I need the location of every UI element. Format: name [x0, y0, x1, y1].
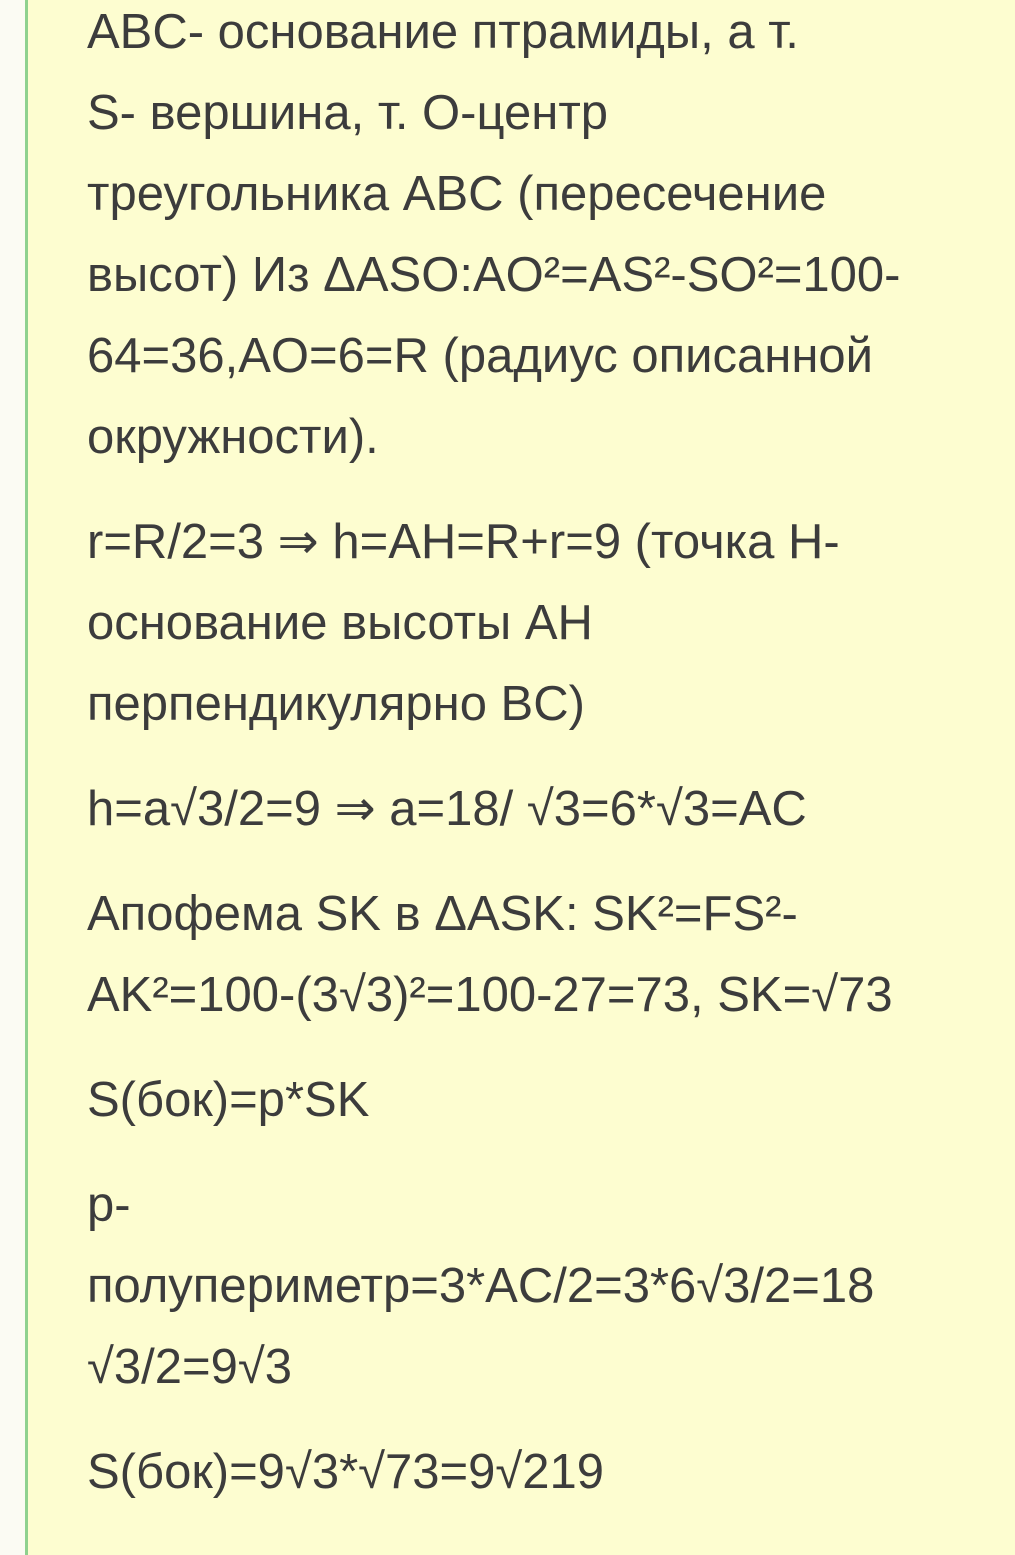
paragraph-lateral-result: S(бок)=9√3*√73=9√219: [87, 1445, 605, 1499]
left-border: [0, 0, 28, 1555]
paragraph-height: r=R/2=3 ⇒ h=AH=R+r=9 (точка H- основание высоты AH перпендикулярно BC): [87, 515, 840, 731]
paragraph-side: h=a√3/2=9 ⇒ a=18/ √3=6*√3=AC: [87, 782, 807, 836]
paragraph-pyramid-setup: ABC- основание птрамиды, а т. S- вершина, т. O-центр треугольника ABC (пересечение высот) Из ΔASO:AO²=AS²-SO²=100- 64=36,AO=6=R (радиус описанной окружности).: [87, 5, 901, 464]
paragraph-semiperimeter: p- полупериметр=3*AC/2=3*6√3/2=18 √3/2=9√3: [87, 1178, 875, 1394]
paragraph-apothem: Апофема SK в ΔASK: SK²=FS²- AK²=100-(3√3)²=100-27=73, SK=√73: [87, 887, 893, 1022]
answer-text: [87, 0, 992, 1513]
paragraph-lateral-formula: S(бок)=p*SK: [87, 1073, 370, 1127]
